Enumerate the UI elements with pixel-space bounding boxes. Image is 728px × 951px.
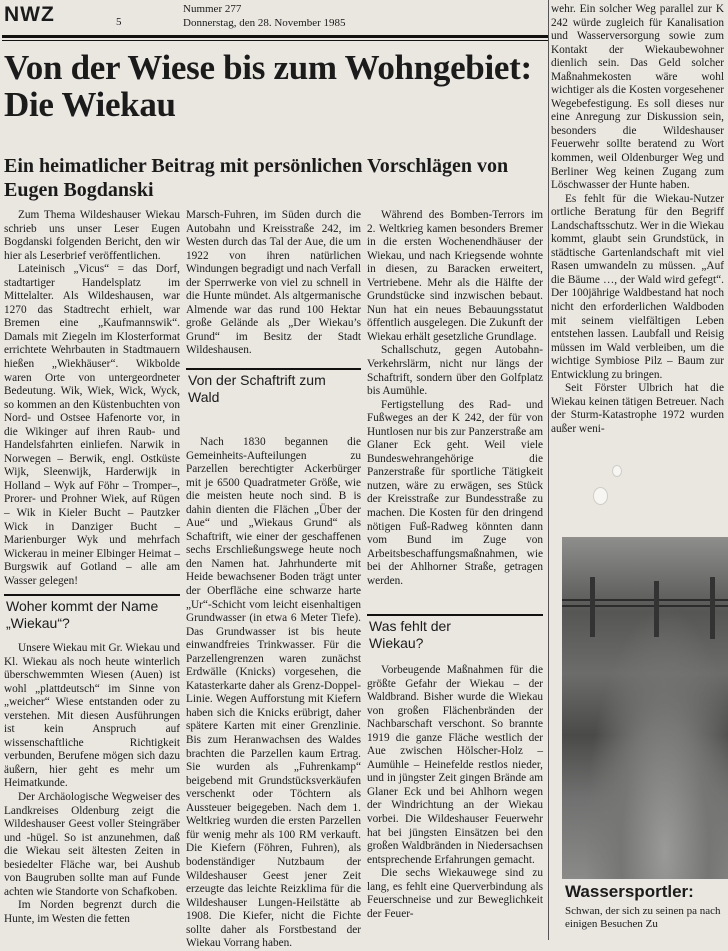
fence-post [654, 581, 659, 637]
headline: Von der Wiese bis zum Wohngebiet: Die Wiekau [4, 48, 532, 124]
marsch-paragraph: Marsch-Fuhren, im Süden durch die Autobahn und Kreisstraße 242, im Westen durch das Tal der Aue, die um 1922 von ihren natürlichen Windungen begradigt und nach Verfall der Sperrwerke von viel zu schnell in die Hunte mündet. Als altgermanische Almende war das rund 100 Hektar große Gelände als „Der Wiekau’s Grund“ im Besitz der Stadt Wildeshausen. [186, 209, 362, 357]
issue-date: Donnerstag, den 28. November 1985 [183, 17, 346, 29]
section-title-name: Woher kommt der Name „Wiekau“? [6, 598, 159, 631]
forester-paragraph: Seit Förster Ulbrich hat die Wiekau keinen tätigen Betreuer. Nach der Sturm-Katastrophe 1972 wurden außer weni- [551, 382, 724, 435]
fence-post [710, 577, 715, 639]
fire-brigade-paragraph: wehr. Ein solcher Weg parallel zur K 242 würde zugleich für Kanalisation und Wasserversorgung sowie zum Kontakt der Wiekaubewohner dienlich sein. Das Geld solcher Maßnahmekosten wäre wohl wichtiger als die Kosten vorgesehener Wegebefestigung. Es soll dieses nur eine Anregung zur Diskussion sein, besonders die Wildeshauser Feuerwehr sollte beratend zu Wort kommen, weil Oldenburger Weg und Berliner Weg keinen Zugang zum Löschwasser der Hunte haben. [551, 3, 724, 192]
page-number: 5 [116, 16, 122, 28]
column-3-section [367, 664, 543, 921]
masthead-rule [2, 35, 548, 38]
masthead-rule-thin [2, 40, 548, 41]
bomb-paragraph: Während des Bomben-Terrors im 2. Weltkrieg kamen besonders Bremer in die ersten Wochenendhäuser der Wiekau, und nach Kriegsende wohnte in diesen, zu Baracken erweitert, Vertriebene. Mehr als die Hälfte der Grundstücke sind inzwischen bebaut. Nun hat ein neues Bebauungsstatut öffentlich ausgelegen. Die Zukunft der Wiekau erhält gesetzliche Grundlage. [367, 209, 543, 343]
column-4 [551, 3, 724, 437]
fence-rail [562, 605, 728, 607]
column-2 [186, 209, 361, 358]
fence-rail [562, 599, 728, 601]
name-paragraph-1: Unsere Wiekau mit Gr. Wiekau und Kl. Wiekau als noch heute winterlich überschwemmten Wiesen (Auen) ist wohl „plattdeutsch“ im Sinne von „weicher“ Wiese entstanden oder zu verstehen. Mit diesen Ausführungen ist kein Anspruch auf wissenschaftliche Richtigkeit verbunden, Berufene mögen sich dazu äußern, hier geht es mehr um Heimatkunde. [4, 642, 180, 790]
intro-paragraph-1: Zum Thema Wildeshauser Wiekau schrieb uns unser Leser Eugen Bogdanski folgenden Bericht, den wir hier als Leserbrief veröffentlichen. [4, 209, 180, 262]
column-1-section [4, 642, 180, 926]
section-title-missing: Was fehlt der Wiekau? [369, 618, 451, 651]
column-2-section [186, 436, 361, 951]
section-rule [4, 594, 180, 596]
issue-number: Nummer 277 [183, 3, 242, 15]
name-paragraph-3: Im Norden begrenzt durch die Hunte, im Westen die fetten [4, 899, 180, 925]
punch-hole [612, 465, 622, 477]
paper-name: NWZ [4, 3, 55, 26]
noise-paragraph: Schallschutz, gegen Autobahn-Verkehrslärm, nicht nur längs der Schaftrift, sondern über den Golfplatz bis Aumühle. [367, 344, 543, 398]
section-title-schaftrift: Von der Schaftrift zum Wald [188, 372, 326, 405]
intro-paragraph-2: Lateinisch „Vicus“ = das Dorf, stadtartiger Handelsplatz im Mittelalter. Als Wildeshausen, war 1270 das Stadtrecht erhielt, war Bremen eine „Kaufmannswik“. Damals mit Ziegeln im Klosterformat errichtete Wehrbauten in Stadtmauern hießen „Wiekhäuser“. Wikbolde waren Orte von untergeordneter Bedeutung. Wik, Wiek, Wick, Wyck, so kommen an den Küstenbuchten von Nord- und Ostsee Hafenorte vor, in die Wikinger auf ihren Raub- und Handelsfahrten einliefen. Narwik in Norwegen – Berwik, engl. Ostküste Wijk, Sleenwijk, Harderwijk in Holland – Wyk auf Föhr – Tromper–, Prorer- und Prohner Wiek, auf Rügen – Wik in Kieler Bucht – Pautzker Wick in Danziger Bucht – Marienburger Wyk und mehrfach Wickerau in meiner Elbinger Heimat – Burgswik auf Gotland – alle am Wasser gelegen! [4, 263, 180, 587]
landscape-paragraph: Es fehlt für die Wiekau-Nutzer ortliche Beratung für den Begriff Landschaftsschutz. Wer in die Wiekau kommt, glaubt sein Grundstück, in städtische Gartenlandschaft mit viel Rasen umwandeln zu müssen. „Auf die Bäume …, der Wald wird gefegt“. Der 100jährige Waldbestand hat noch nicht den erforderlichen Waldboden mit seinem vielfältigen Leben entstehen lassen. Laubfall und Reisig müssen im Wald verbleiben, um die wichtige Symbiose Pilz – Baum zur Entwicklung zu bringen. [551, 192, 724, 381]
column-1 [4, 209, 180, 588]
photo-caption-title: Wassersportler: [565, 882, 694, 901]
paths-paragraph: Die sechs Wiekauwege sind zu lang, es fehlt eine Querverbindung als Feuerschneise und zur Beweglichkeit der Feuer- [367, 867, 543, 920]
fence-post [590, 577, 595, 637]
name-paragraph-2: Der Archäologische Wegweiser des Landkreises Oldenburg zeigt die Wildeshauser Geest voller Steingräber und -hügel. So ist anzunehmen, daß die Wiekau seit ältesten Zeiten in besiedelter Fläche war, bei Aushub von Baugruben sollte man auf Funde achten wie Standorte von Schafkoben. [4, 791, 180, 898]
column-3 [367, 209, 543, 588]
column-divider [548, 0, 549, 940]
bikeway-paragraph: Fertigstellung des Rad- und Fußweges an der K 242, der für von Huntlosen nur bis zur Panzerstraße am Glaner Eck geht. Weil viele Bundeswehrangehörige die Panzerstraße für sportliche Tätigkeit nutzen, wäre zu erwägen, ses Stück der Kreisstraße zur Bundesstraße zu machen. Die Kosten für den dringend nötigen Fuß-Radweg könnten dann vom Bund im Zuge von Arbeitsbeschaffungsmaßnahmen, wie bei der Ahlhorner Straße, getragen werden. [367, 398, 543, 587]
swan-photo [562, 537, 728, 879]
section-rule [186, 368, 361, 370]
fire-paragraph: Vorbeugende Maßnahmen für die größte Gefahr der Wiekau – der Waldbrand. Bisher wurde die Wiekau von großen Flächenbränden der Nachbarschaft verschont. So brannte 1919 die ganze Fläche westlich der Aue zwischen Hölscher-Holz – Aumühle – Heinefelde restlos nieder, und in jüngster Zeit gingen Brände am Glaner Eck und bei Ahlhorn wegen der Windrichtung an der Wiekau vorbei. Die Wildeshauser Feuerwehr hat bei jüngsten Einsätzen bei den großen Waldbränden in Niedersachsen entsprechende Erfahrungen gemacht. [367, 664, 543, 866]
punch-hole [593, 487, 608, 505]
section-rule [367, 614, 543, 616]
subheadline: Ein heimatlicher Beitrag mit persönlichen Vorschlägen von Eugen Bogdanski [4, 155, 509, 201]
schaftrift-paragraph: Nach 1830 begannen die Gemeinheits-Aufteilungen zu Parzellen berechtigter Ackerbürger mit je 6500 Quadratmeter Größe, wie die meisten heute noch sind. B is dahin dienten die Flächen „Über der Aue“ und „Wiekaus Grund“ als Schaftrift, wie einer der geschaffenen sechs Erschließungswege heute noch den Namen hat. Jahrhunderte mit Heide bewachsener Boden trägt unter der Oberfläche eine schwarze harte „Ur“-Schicht vom leicht eisenhaltigen Grundwasser (in etwa 6 Meter Tiefe). Das Grundwasser ist bis heute einwandfreies Trinkwasser. Für die Parzellengrenzen waren zunächst Erdwälle (Knicks) vorgesehen, die Katasterkarte daher als Grenz-Doppel-Linie. Wegen Aufforstung mit Kiefern haben sich die Knicks erübrigt, daher spätere Karten mit einer Grenzlinie. Bis zum Heranwachsen des Waldes brachten die Parzellen kaum Ertrag. Sie wurden als „Fuhrenkamp“ beigebend mit Grundstücksverkäufen verschenkt oder Töchtern als Aussteuer beigegeben. Nach dem 1. Weltkrieg wurden die ersten Parzellen für wenig mehr als 100 RM verkauft. Die Kiefern (Föhren, Fuhren), als bodenständiger Nutzbaum der Wildeshauser Geest jener Zeit erzeugte das leichte Reizklima für die Wildeshauser Lungen-Heilstätte ab 1908. Die Kiefer, nicht die Fichte sollte daher als Forstbestand der Wiekau Vorrang haben. [186, 436, 361, 950]
photo-caption-text: Schwan, der sich zu seinen pa nach einigen Besuchen Zu [565, 905, 721, 930]
